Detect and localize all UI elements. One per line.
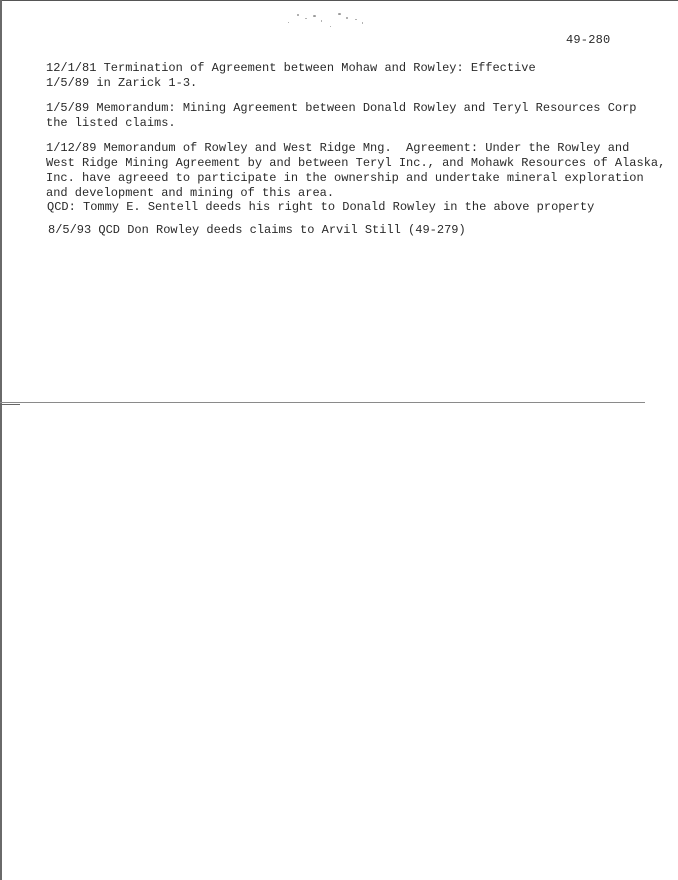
scan-speck — [330, 26, 331, 27]
record-entry-mining-agreement — [46, 101, 671, 131]
fold-line — [0, 402, 645, 403]
scan-speck — [297, 14, 299, 16]
entry-line: QCD: Tommy E. Sentell deeds his right to Donald Rowley in the above property — [47, 200, 595, 214]
entry-line: West Ridge Mining Agreement by and between Teryl Inc., and Mohawk Resources of Alaska, — [46, 156, 666, 170]
document-number: 49-280 — [566, 33, 611, 47]
record-entry-termination — [46, 61, 671, 91]
entry-line: Inc. have agreeed to participate in the ownership and undertake mineral exploration — [46, 171, 644, 185]
entry-line: and development and mining of this area. — [46, 186, 335, 200]
entry-line: 1/5/89 in Zarick 1-3. — [46, 76, 198, 90]
fold-line-mark — [0, 404, 20, 405]
scan-speck — [305, 18, 307, 19]
record-entry-qcd-still — [48, 223, 673, 238]
page-border-top — [0, 0, 678, 1]
record-entry-qcd-sentell — [47, 200, 672, 215]
scan-speck — [338, 13, 341, 15]
scan-speck — [362, 22, 363, 24]
scan-speck — [313, 15, 316, 17]
record-entry-west-ridge — [46, 141, 671, 201]
scan-speck — [288, 22, 289, 23]
entry-line: 1/12/89 Memorandum of Rowley and West Ridge Mng. Agreement: Under the Rowley and — [46, 141, 630, 155]
entry-line: 12/1/81 Termination of Agreement between Mohaw and Rowley: Effective — [46, 61, 536, 75]
entry-line: the listed claims. — [46, 116, 176, 130]
scan-speck — [321, 20, 322, 22]
entry-line: 1/5/89 Memorandum: Mining Agreement between Donald Rowley and Teryl Resources Corp — [46, 101, 637, 115]
page-border-left — [0, 0, 2, 880]
scan-speck — [355, 19, 357, 20]
entry-line: 8/5/93 QCD Don Rowley deeds claims to Arvil Still (49-279) — [48, 223, 466, 237]
scan-speck — [346, 17, 348, 19]
